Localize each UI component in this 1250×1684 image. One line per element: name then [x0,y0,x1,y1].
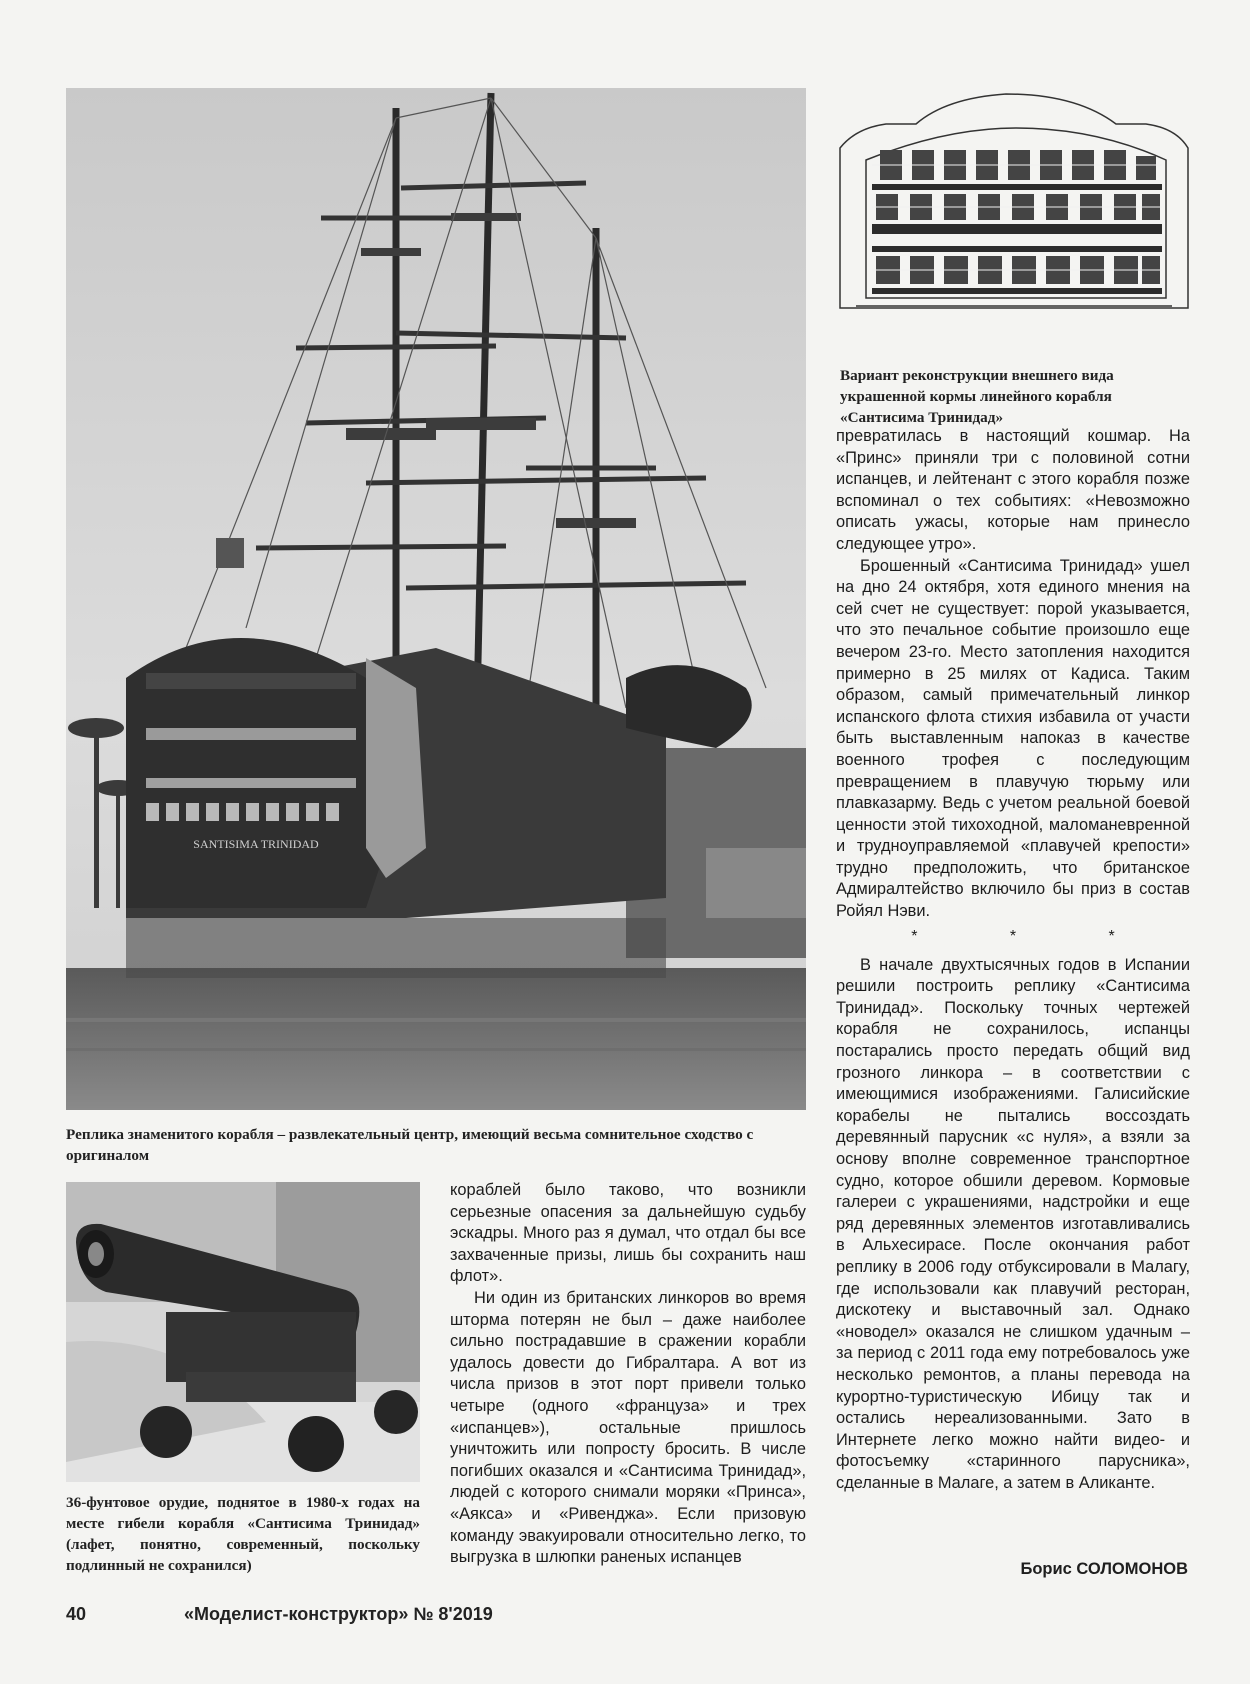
right-paragraph-3: В начале двухтысячных годов в Испании решили построить реплику «Сантисима Тринидад». Поскольку точных чертежей корабля не сохранилось, испанцы постарались просто передать общий вид грозного линкора – в соответствии с имеющимися изображениями. Галисийские корабелы не пытались воссоздать деревянный парусник «с нуля», а взяли за основу вполне современное транспортное судно, которое обшили деревом. Кормовые галереи с украшениями, надстройки и еще ряд деревянных элементов изготавливались в Альхесирасе. После окончания работ реплику в 2006 году отбуксировали в Малагу, где использовали как плавучий ресторан, дискотеку и выставочный зал. Однако «новодел» оказался не слишком удачным – за период с 2011 года ему потребовалось уже несколько ремонтов, а планы перевода на курортно-туристическую Ибицу так и остались нереализованными. Зато в Интернете легко можно найти видео- и фотосъемку «старинного парусника», сделанные в Малаге, а затем в Аликанте. [836,955,1190,1492]
right-paragraph-2: Брошенный «Сантисима Тринидад» ушел на дно 24 октября, хотя единого мнения на сей счет не существует: порой указывается, что это печальное событие произошло еще вечером 23-го. Место затопления находится примерно в 25 милях от Кадиса. Таким образом, самый примечательный линкор испанского флота стихия избавила от участи быть выставленным напоказ в качестве военного трофея с последующим превращением в плавучую тюрьму или плавказарму. Ведь с учетом реальной боевой ценности этой тихоходной, маломаневренной и трудноуправляемой «плавучей крепости» трудно предположить, что британское Адмиралтейство включило бы приз в состав Ройял Нэви. [836,556,1190,921]
stern-drawing-svg [836,88,1192,316]
stern-drawing [836,88,1192,316]
middle-paragraph-2: Ни один из британских линкоров во время шторма потерян не был – даже наиболее сильно пострадавшие в сражении корабли удалось довести до Гибралтара. А вот из числа призов в этот порт привели только четыре (одного «француза» и трех «испанцев»), остальные пришлось уничтожить или попросту бросить. В числе погибших оказался и «Сантисима Тринидад», людей с которого снимали моряки «Принса», «Аякса» и «Ривенджа». Если призовую команду эвакуировали относительно легко, то выгрузка в шлюпки раненых испанцев [450,1288,806,1567]
right-column-text [836,426,1190,1495]
cannon-photo-caption: 36-фунтовое орудие, поднятое в 1980-х годах на месте гибели корабля «Сантисима Тринидад» (лафет, понятно, современный, поскольку подлинный не сохранился) [66,1494,420,1574]
right-paragraph-1: превратилась в настоящий кошмар. На «Принс» приняли три с половиной сотни испанцев, и лейтенант с этого корабля позже вспоминал о тех событиях: «Невозможно описать ужасы, которые нам принесло следующее утро». [836,427,1190,553]
magazine-issue: «Моделист-конструктор» № 8'2019 [184,1604,493,1624]
middle-paragraph-1: кораблей было таково, что возникли серьезные опасения за дальнейшую судьбу эскадры. Много раз я думал, что отдал бы все захваченные призы, лишь бы сохранить наш флот». [450,1181,806,1286]
main-photo-caption: Реплика знаменитого корабля – развлекательный центр, имеющий весьма сомнительное сходство с оригиналом [66,1126,754,1164]
ship-illustration [66,88,806,1110]
middle-column-text [450,1180,806,1569]
ship-stern-name: SANTISIMA TRINIDAD [193,837,319,851]
section-separator: * * * [911,927,1159,945]
cannon-illustration [66,1182,420,1482]
author-signature: Борис СОЛОМОНОВ [1020,1560,1188,1578]
page-number: 40 [66,1604,87,1624]
main-ship-photo [66,88,806,1110]
cannon-photo [66,1182,420,1482]
stern-drawing-caption: Вариант реконструкции внешнего вида украшенной кормы линейного корабля «Сантисима Тринидад» [840,367,1114,426]
